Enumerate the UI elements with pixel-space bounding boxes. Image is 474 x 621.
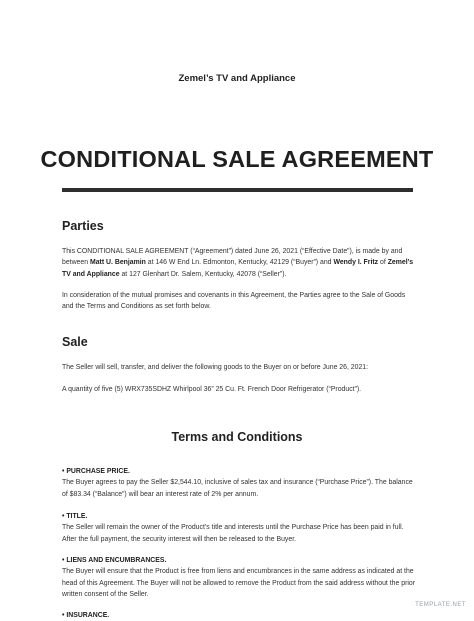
parties-text-2: at 146 W End Ln. Edmonton, Kentucky, 42129 (“Buyer”) and: [145, 259, 334, 267]
buyer-name: Matt U. Benjamin: [89, 259, 146, 267]
term-item-liens: [62, 555, 417, 601]
company-name: Zemel’s TV and Appliance: [178, 73, 296, 84]
term-title: • LIENS AND ENCUMBRANCES.: [62, 557, 167, 564]
section-heading-parties: Parties: [62, 219, 104, 233]
section-heading-sale: Sale: [62, 335, 88, 349]
seller-company: Zemel’s TV and Appliance: [62, 259, 414, 278]
term-text: The Buyer will ensure that the Product is free from liens and encumbrances in the same address as indicated at the head of this Agreement. The Buyer will not be allowed to remove the Product from the said address without the prior written consent of the Seller.: [62, 568, 416, 599]
title-divider: [62, 188, 413, 192]
sale-paragraph-1: The Seller will sell, transfer, and deliver the following goods to the Buyer on or before June 26, 2021:: [62, 364, 369, 371]
term-title: • TITLE.: [62, 513, 88, 520]
parties-text-1: This CONDITIONAL SALE AGREEMENT (“Agreement”) dated June 26, 2021 (“Effective Date”), is made by and between: [62, 248, 403, 267]
term-item-purchase-price: [62, 466, 417, 500]
term-item-insurance: [62, 610, 417, 621]
template-watermark: TEMPLATE.NET: [415, 602, 466, 608]
seller-name: Wendy I. Fritz: [333, 259, 379, 267]
term-title: • PURCHASE PRICE.: [62, 468, 130, 475]
term-text: The Buyer agrees to pay the Seller $2,544.10, inclusive of sales tax and insurance (“Purchase Price”). The balance of $83.34 (“Balance”) will bear an interest rate of 2% per annum.: [62, 479, 413, 498]
parties-text-3: of: [378, 259, 388, 267]
term-text: The Seller will remain the owner of the Product’s title and interests until the Purchase Price has been paid in full. After the full payment, the security interest will then be released to the Buyer.: [62, 524, 404, 543]
term-title: • INSURANCE.: [62, 612, 110, 619]
parties-text-4: at 127 Glenhart Dr. Salem, Kentucky, 42078 (“Seller”).: [119, 270, 287, 278]
section-heading-terms: Terms and Conditions: [171, 430, 303, 444]
parties-paragraph-1: [62, 246, 417, 280]
document-title: CONDITIONAL SALE AGREEMENT: [40, 146, 434, 172]
parties-paragraph-2: In consideration of the mutual promises and covenants in this Agreement, the Parties agree to the Sale of Goods and the Terms and Conditions as set forth below.: [62, 292, 406, 311]
term-item-title: [62, 511, 417, 545]
sale-paragraph-2: A quantity of five (5) WRX735SDHZ Whirlpool 36” 25 Cu. Ft. French Door Refrigerator (“Product”).: [62, 386, 362, 393]
